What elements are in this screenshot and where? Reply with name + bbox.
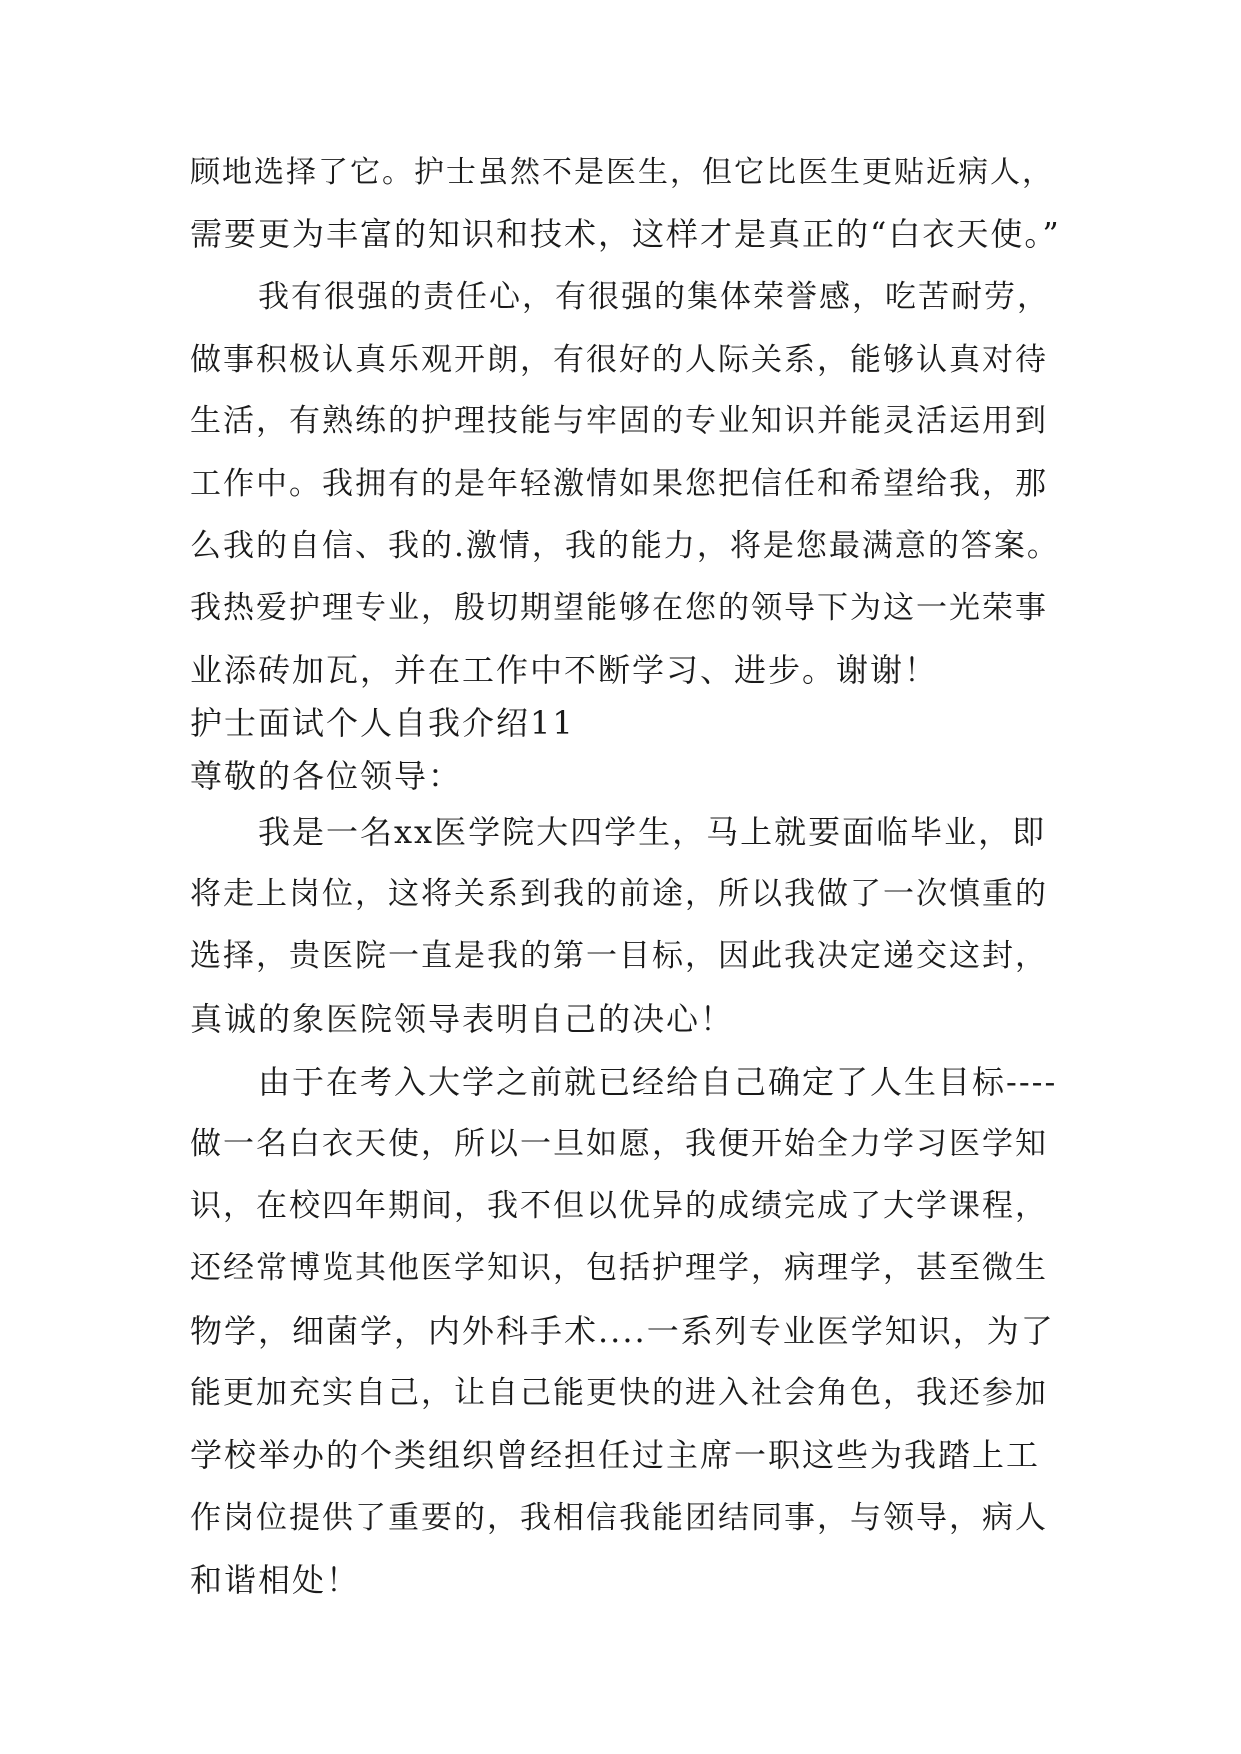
paragraph-first-line: 我是一名xx医学院大四学生，马上就要面临毕业，即 — [258, 813, 1047, 851]
text-line: 我热爱护理专业，殷切期望能够在您的领导下为这一光荣事 — [190, 590, 1048, 626]
text-line: 识，在校四年期间，我不但以优异的成绩完成了大学课程， — [190, 1188, 1048, 1224]
text-line: 顾地选择了它。护士虽然不是医生，但它比医生更贴近病人， — [190, 155, 1054, 190]
text-line: 业添砖加瓦，并在工作中不断学习、进步。谢谢！ — [190, 651, 939, 689]
text-line: 物学，细菌学，内外科手术....一系列专业医学知识，为了 — [190, 1312, 1055, 1350]
text-line: 需要更为丰富的知识和技术，这样才是真正的“白衣天使。” — [190, 215, 1061, 253]
text-line: 选择，贵医院一直是我的第一目标，因此我决定递交这封， — [190, 938, 1048, 974]
paragraph-first-line: 我有很强的责任心，有很强的集体荣誉感，吃苦耐劳， — [258, 279, 1050, 315]
text-line: 学校举办的个类组织曾经担任过主席一职这些为我踏上工 — [190, 1436, 1041, 1474]
text-line: 和谐相处！ — [190, 1561, 361, 1599]
text-line: 还经常博览其他医学知识，包括护理学，病理学，甚至微生 — [190, 1250, 1048, 1286]
text-line: 将走上岗位，这将关系到我的前途，所以我做了一次慎重的 — [190, 876, 1048, 912]
text-line: 能更加充实自己，让自己能更快的进入社会角色，我还参加 — [190, 1375, 1048, 1411]
text-line: 生活，有熟练的护理技能与牢固的专业知识并能灵活运用到 — [190, 403, 1048, 439]
section-heading: 护士面试个人自我介绍11 — [190, 704, 575, 742]
text-line: 做事积极认真乐观开朗，有很好的人际关系，能够认真对待 — [190, 342, 1048, 378]
text-line: 做一名白衣天使，所以一旦如愿，我便开始全力学习医学知 — [190, 1126, 1048, 1162]
text-line: 么我的自信、我的.激情，我的能力，将是您最满意的答案。 — [190, 528, 1060, 564]
text-line: 真诚的象医院领导表明自己的决心！ — [190, 1000, 735, 1038]
paragraph-first-line: 由于在考入大学之前就已经给自己确定了人生目标---- — [258, 1063, 1058, 1101]
text-line: 作岗位提供了重要的，我相信我能团结同事，与领导，病人 — [190, 1500, 1048, 1536]
text-line: 工作中。我拥有的是年轻激情如果您把信任和希望给我，那 — [190, 466, 1048, 502]
salutation: 尊敬的各位领导： — [190, 757, 463, 795]
